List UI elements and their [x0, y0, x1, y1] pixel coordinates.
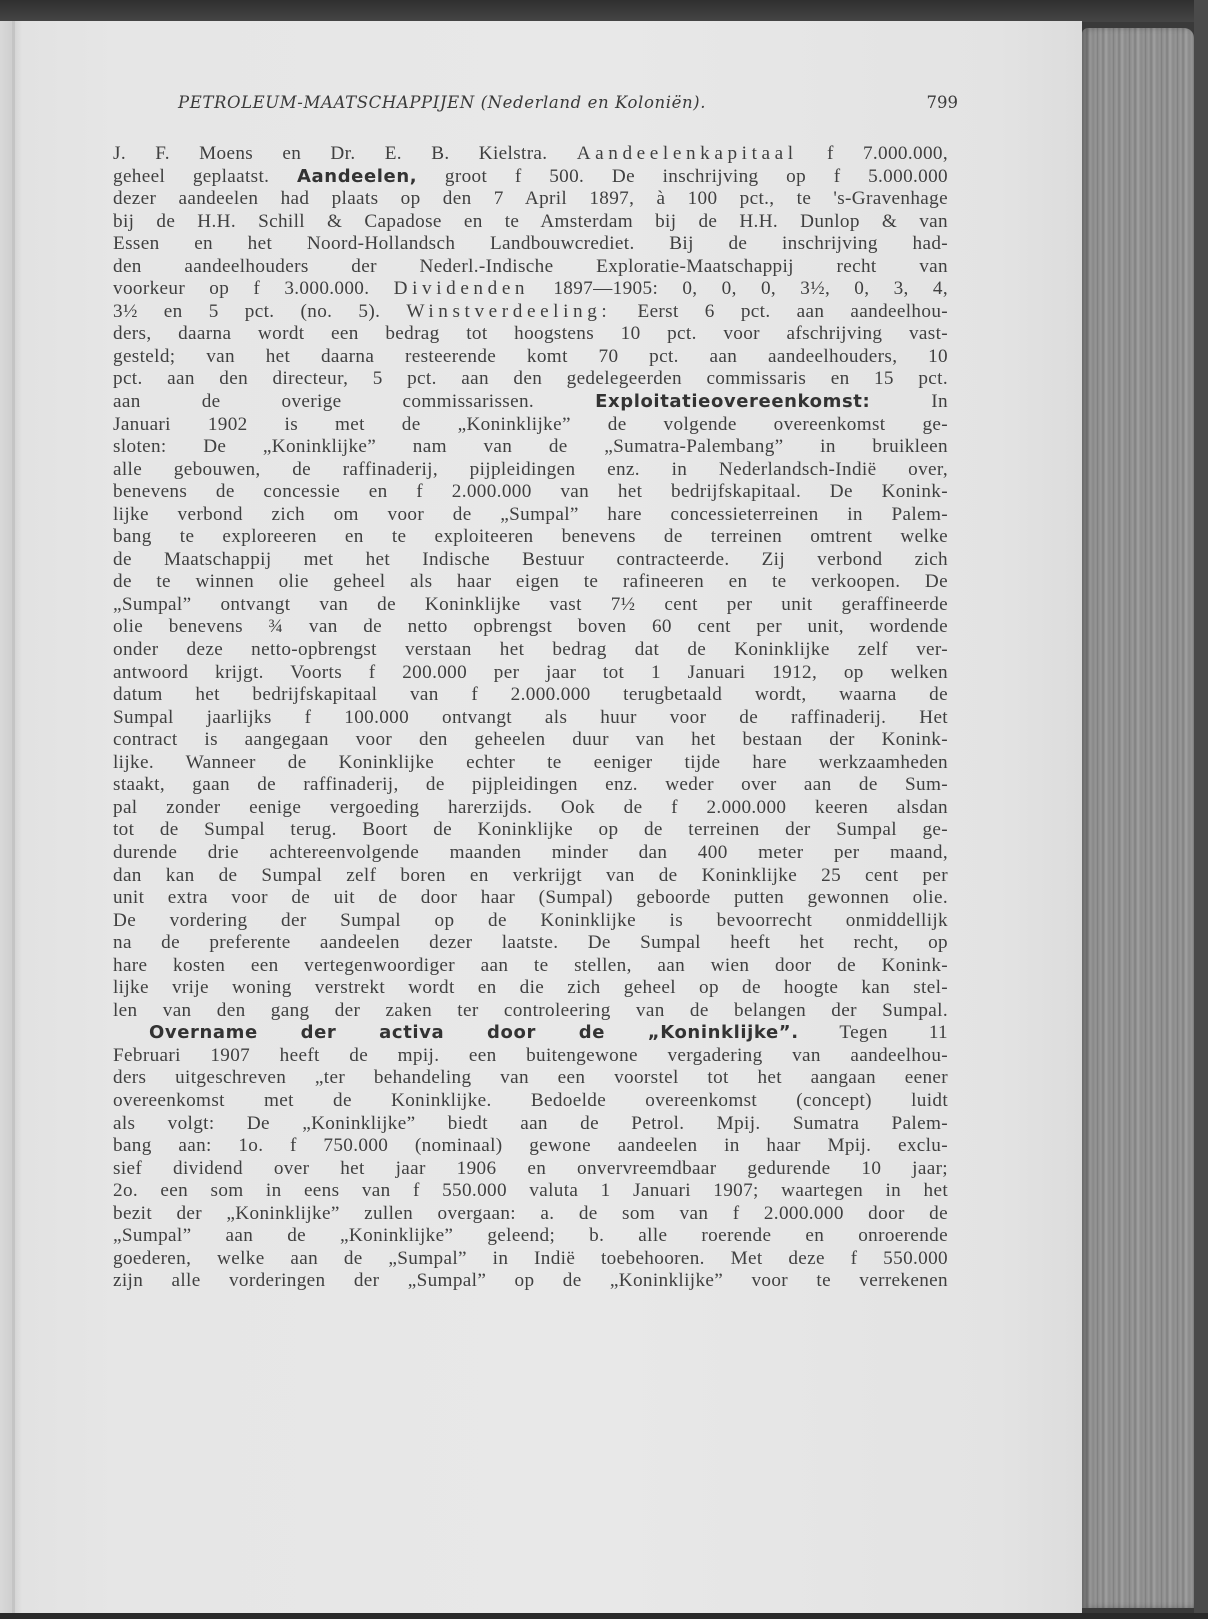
text-run: De vordering der Sumpal op de Koninklijke is bevoorrecht onmiddellijk	[113, 909, 948, 931]
text-run: goederen, welke aan de „Sumpal” in Indië toebehooren. Met deze f 550.000	[113, 1247, 948, 1269]
text-line	[113, 842, 948, 865]
spaced-term: Winstverdeeling:	[406, 300, 612, 322]
text-line	[113, 887, 948, 910]
text-line	[113, 211, 948, 234]
text-line	[113, 1180, 948, 1203]
text-run: contract is aangegaan voor den geheelen duur van het bestaan der Konink-	[113, 729, 948, 751]
text-run: sief dividend over het jaar 1906 en onvervreemdbaar gedurende 10 jaar;	[113, 1157, 948, 1179]
text-line	[113, 233, 948, 256]
text-line	[113, 143, 948, 166]
text-line	[113, 1067, 948, 1090]
text-run: tot de Sumpal terug. Boort de Koninklijke op de terreinen der Sumpal ge-	[113, 819, 948, 841]
text-line	[113, 549, 948, 572]
text-run: olie benevens ¾ van de netto opbrengst boven 60 cent per unit, wordende	[113, 616, 948, 638]
text-line	[113, 774, 948, 797]
spaced-term: Dividenden	[393, 278, 530, 300]
text-run: J. F. Moens en Dr. E. B. Kielstra.	[113, 143, 577, 164]
text-run: lijke. Wanneer de Koninklijke echter te eeniger tijde hare werkzaamheden	[113, 751, 948, 773]
text-line	[113, 1270, 948, 1293]
text-line	[113, 1113, 948, 1136]
text-run: ders uitgeschreven „ter behandeling van een voorstel tot het aangaan eener	[113, 1067, 948, 1089]
text-line	[113, 910, 948, 933]
text-run: overeenkomst met de Koninklijke. Bedoelde overeenkomst (concept) luidt	[113, 1089, 948, 1111]
scan-top-edge	[0, 0, 1208, 22]
text-run: onder deze netto-opbrengst verstaan het bedrag dat de Koninklijke zelf ver-	[113, 639, 948, 661]
text-run: antwoord krijgt. Voorts f 200.000 per jaar tot 1 Januari 1912, op welken	[113, 661, 948, 683]
text-line	[113, 1248, 948, 1271]
text-line	[113, 256, 948, 279]
text-run: staakt, gaan de raffinaderij, de pijpleidingen enz. weder over aan de Sum-	[113, 774, 948, 796]
page-edges-block	[1082, 28, 1194, 1608]
text-run: Sumpal jaarlijks f 100.000 ontvangt als huur voor de raffinaderij. Het	[113, 706, 948, 728]
text-run: „Sumpal” ontvangt van de Koninklijke vast 7½ cent per unit geraffineerde	[113, 593, 948, 615]
text-line	[113, 1090, 948, 1113]
bold-heading: Aandeelen,	[297, 165, 418, 187]
text-line	[113, 797, 948, 820]
text-line	[113, 594, 948, 617]
text-run: aan de overige commissarissen.	[113, 391, 596, 413]
text-run: gesteld; van het daarna resteerende komt 70 pct. aan aandeelhouders, 10	[113, 345, 948, 367]
text-run: bij de H.H. Schill & Capadose en te Amsterdam bij de H.H. Dunlop & van	[113, 210, 948, 232]
text-line	[113, 481, 948, 504]
text-run: bezit der „Koninklijke” zullen overgaan: a. de som van f 2.000.000 door de	[113, 1202, 948, 1224]
text-run: den aandeelhouders der Nederl.-Indische Exploratie-Maatschappij recht van	[113, 255, 948, 277]
page-number: 799	[926, 93, 958, 112]
text-line	[113, 707, 948, 730]
text-line	[113, 526, 948, 549]
text-line	[113, 1158, 948, 1181]
text-run: len van den gang der zaken ter controleering van de belangen der Sumpal.	[113, 999, 948, 1021]
text-run: benevens de concessie en f 2.000.000 van het bedrijfskapitaal. De Konink-	[113, 481, 948, 503]
text-run: lijke verbond zich om voor de „Sumpal” hare concessieterreinen in Palem-	[113, 503, 948, 525]
text-line	[113, 616, 948, 639]
text-line	[113, 1022, 948, 1045]
running-header-title: PETROLEUM-MAATSCHAPPIJEN (Nederland en Koloniën).	[178, 93, 707, 112]
text-line	[113, 684, 948, 707]
text-line	[113, 639, 948, 662]
text-run: Eerst 6 pct. aan aandeelhou-	[611, 300, 948, 322]
text-run: 1897—1905: 0, 0, 0, 3½, 0, 3, 4,	[529, 278, 949, 300]
bold-heading: Overname der activa door de „Koninklijke”.	[149, 1022, 799, 1044]
text-line	[113, 436, 948, 459]
text-run: pct. aan den directeur, 5 pct. aan den gedelegeerden commissaris en 15 pct.	[113, 368, 948, 390]
text-run: geheel geplaatst.	[113, 165, 297, 187]
text-run: dezer aandeelen had plaats op den 7 April 1897, à 100 pct., te 's-Gravenhage	[113, 188, 948, 210]
text-line	[113, 166, 948, 189]
text-line	[113, 368, 948, 391]
text-run: datum het bedrijfskapitaal van f 2.000.000 terugbetaald wordt, waarna de	[113, 684, 948, 706]
text-run: Januari 1902 is met de „Koninklijke” de volgende overeenkomst ge-	[113, 413, 948, 435]
text-line	[113, 932, 948, 955]
page-gutter	[12, 21, 15, 1615]
text-line	[113, 323, 948, 346]
text-run: durende drie achtereenvolgende maanden minder dan 400 meter per maand,	[113, 841, 948, 863]
running-header	[178, 93, 958, 121]
text-line	[113, 1225, 948, 1248]
text-run: voorkeur op f 3.000.000.	[113, 278, 394, 300]
text-line	[113, 188, 948, 211]
spaced-term: Aandeelenkapitaal	[576, 143, 798, 164]
text-run: „Sumpal” aan de „Koninklijke” geleend; b. alle roerende en onroerende	[113, 1225, 948, 1247]
text-line	[113, 504, 948, 527]
text-run: alle gebouwen, de raffinaderij, pijpleidingen enz. in Nederlandsch-Indië over,	[113, 458, 948, 480]
text-run: na de preferente aandeelen dezer laatste. De Sumpal heeft het recht, op	[113, 932, 948, 954]
text-line	[113, 1000, 948, 1023]
text-line	[113, 729, 948, 752]
text-run: sloten: De „Koninklijke” nam van de „Sumatra-Palembang” in bruikleen	[113, 436, 948, 458]
text-line	[113, 819, 948, 842]
scan-bottom-edge	[0, 1613, 1208, 1619]
text-run: hare kosten een vertegenwoordiger aan te stellen, aan wien door de Konink-	[113, 954, 948, 976]
text-line	[113, 459, 948, 482]
text-run: zijn alle vorderingen der „Sumpal” op de „Koninklijke” voor te verrekenen	[113, 1270, 948, 1292]
text-run: ders, daarna wordt een bedrag tot hoogstens 10 pct. voor afschrijving vast-	[113, 323, 948, 345]
text-line	[113, 1135, 948, 1158]
text-run: pal zonder eenige vergoeding harerzijds. Ook de f 2.000.000 keeren alsdan	[113, 796, 948, 818]
text-line	[113, 1203, 948, 1226]
text-run: Essen en het Noord-Hollandsch Landbouwcrediet. Bij de inschrijving had-	[113, 233, 948, 255]
text-run: In	[870, 391, 948, 413]
text-run: 2o. een som in eens van f 550.000 valuta 1 Januari 1907; waartegen in het	[113, 1180, 948, 1202]
text-line	[113, 301, 948, 324]
text-run: Tegen 11	[798, 1022, 948, 1044]
text-line	[113, 752, 948, 775]
text-line	[113, 278, 948, 301]
body-text	[113, 143, 948, 1293]
text-run: 3½ en 5 pct. (no. 5).	[113, 300, 407, 322]
text-run: de te winnen olie geheel als haar eigen te rafineeren en te verkoopen. De	[113, 571, 948, 593]
text-line	[113, 391, 948, 414]
text-line	[113, 662, 948, 685]
text-run: de Maatschappij met het Indische Bestuur contracteerde. Zij verbond zich	[113, 548, 948, 570]
text-run: unit extra voor de uit de door haar (Sumpal) geboorde putten gewonnen olie.	[113, 887, 948, 909]
bold-heading: Exploitatieovereenkomst:	[595, 391, 871, 413]
text-run: dan kan de Sumpal zelf boren en verkrijgt van de Koninklijke 25 cent per	[113, 864, 948, 886]
text-line	[113, 346, 948, 369]
text-line	[113, 414, 948, 437]
text-line	[113, 977, 948, 1000]
text-run: bang aan: 1o. f 750.000 (nominaal) gewone aandeelen in haar Mpij. exclu-	[113, 1135, 948, 1157]
text-run: bang te exploreeren en te exploiteeren benevens de terreinen omtrent welke	[113, 526, 948, 548]
text-line	[113, 1045, 948, 1068]
text-run: Februari 1907 heeft de mpij. een buitengewone vergadering van aandeelhou-	[113, 1044, 948, 1066]
text-run: als volgt: De „Koninklijke” biedt aan de Petrol. Mpij. Sumatra Palem-	[113, 1112, 948, 1134]
text-line	[113, 571, 948, 594]
text-line	[113, 955, 948, 978]
text-run: lijke vrije woning verstrekt wordt en die zich geheel op de hoogte kan stel-	[113, 977, 948, 999]
text-line	[113, 865, 948, 888]
text-run: groot f 500. De inschrijving op f 5.000.000	[417, 165, 948, 187]
book-cover-edge	[1194, 0, 1208, 1619]
text-run: f 7.000.000,	[797, 143, 948, 164]
